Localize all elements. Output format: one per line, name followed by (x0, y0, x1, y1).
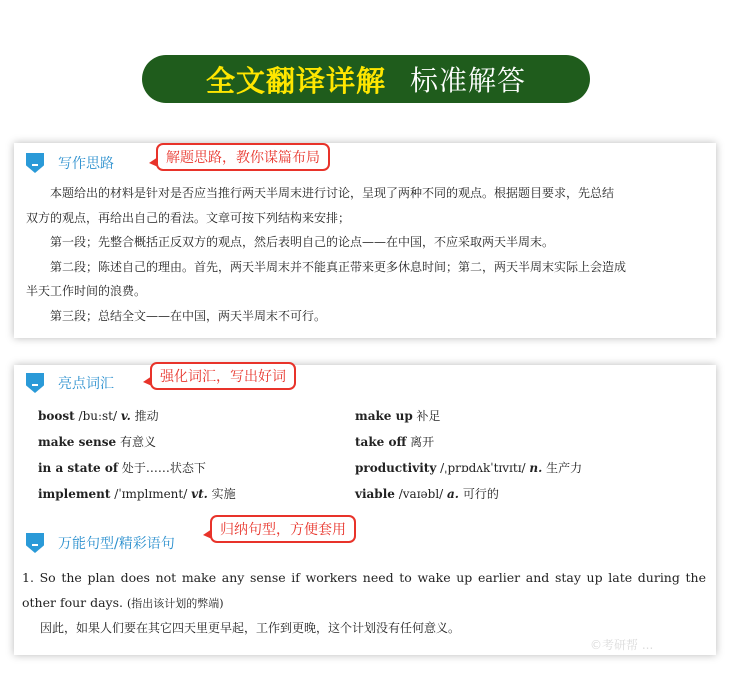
sentence-english: 1. So the plan does not make any sense if workers need to wake up earlier and stay up late during the other four days. (22, 570, 706, 610)
writing-ideas-heading: 写作思路 (58, 156, 114, 172)
paragraph: 半天工作时间的浪费。 (26, 284, 147, 298)
vocab-item: make up 补足 (355, 409, 441, 423)
sentence-patterns-callout: 归纳句型，方便套用 (210, 515, 356, 543)
vocab-item: take off 离开 (355, 435, 435, 449)
header-banner (142, 55, 590, 103)
paragraph: 本题给出的材料是针对是否应当推行两天半周末进行讨论，呈现了两种不同的观点。根据题目要求，先总结 (50, 186, 615, 200)
banner-title-main: 全文翻译详解 (205, 63, 386, 98)
paragraph: 双方的观点，再给出自己的看法。文章可按下列结构来安排； (26, 210, 351, 225)
writing-ideas-callout: 解题思路，教你谋篇布局 (156, 143, 330, 171)
watermark: ©考研帮 ... (590, 638, 654, 652)
vocabulary-heading: 亮点词汇 (58, 376, 114, 392)
vocab-item: boost /buːst/ v. 推动 (38, 409, 159, 423)
vocab-item: make sense 有意义 (38, 435, 156, 449)
paragraph: 第三段；总结全文——在中国，两天半周末不可行。 (50, 308, 327, 323)
vocabulary-callout: 强化词汇，写出好词 (150, 362, 296, 390)
sentence-note: (指出该计划的弊端) (127, 597, 224, 610)
sentence-chinese: 因此，如果人们要在其它四天里更早起，工作到更晚，这个计划没有任何意义。 (40, 621, 461, 635)
sentence-patterns-heading: 万能句型/精彩语句 (58, 536, 175, 552)
vocabulary-header (26, 373, 114, 393)
vocab-item: in a state of 处于……状态下 (38, 461, 206, 475)
writing-ideas-text (26, 181, 706, 328)
vocabulary-card (14, 365, 716, 655)
writing-ideas-card (14, 143, 716, 338)
banner-title-sub: 标准解答 (410, 64, 527, 97)
vocab-item: productivity /ˌprɒdʌkˈtɪvɪtɪ/ n. 生产力 (355, 461, 583, 475)
sentence-patterns-header (26, 533, 175, 553)
bookmark-icon (26, 373, 44, 393)
vocab-item: viable /vaɪəbl/ a. 可行的 (355, 487, 499, 501)
bookmark-icon (26, 153, 44, 173)
paragraph: 第一段；先整合概括正反双方的观点，然后表明自己的论点——在中国，不应采取两天半周末。 (50, 235, 555, 249)
paragraph: 第二段；陈述自己的理由。首先，两天半周末并不能真正带来更多休息时间；第二，两天半周末实际上会造成 (50, 259, 627, 274)
sentence-example (22, 565, 706, 641)
writing-ideas-header (26, 153, 114, 173)
bookmark-icon (26, 533, 44, 553)
vocab-item: implement /ˈɪmplɪment/ vt. 实施 (38, 487, 236, 501)
